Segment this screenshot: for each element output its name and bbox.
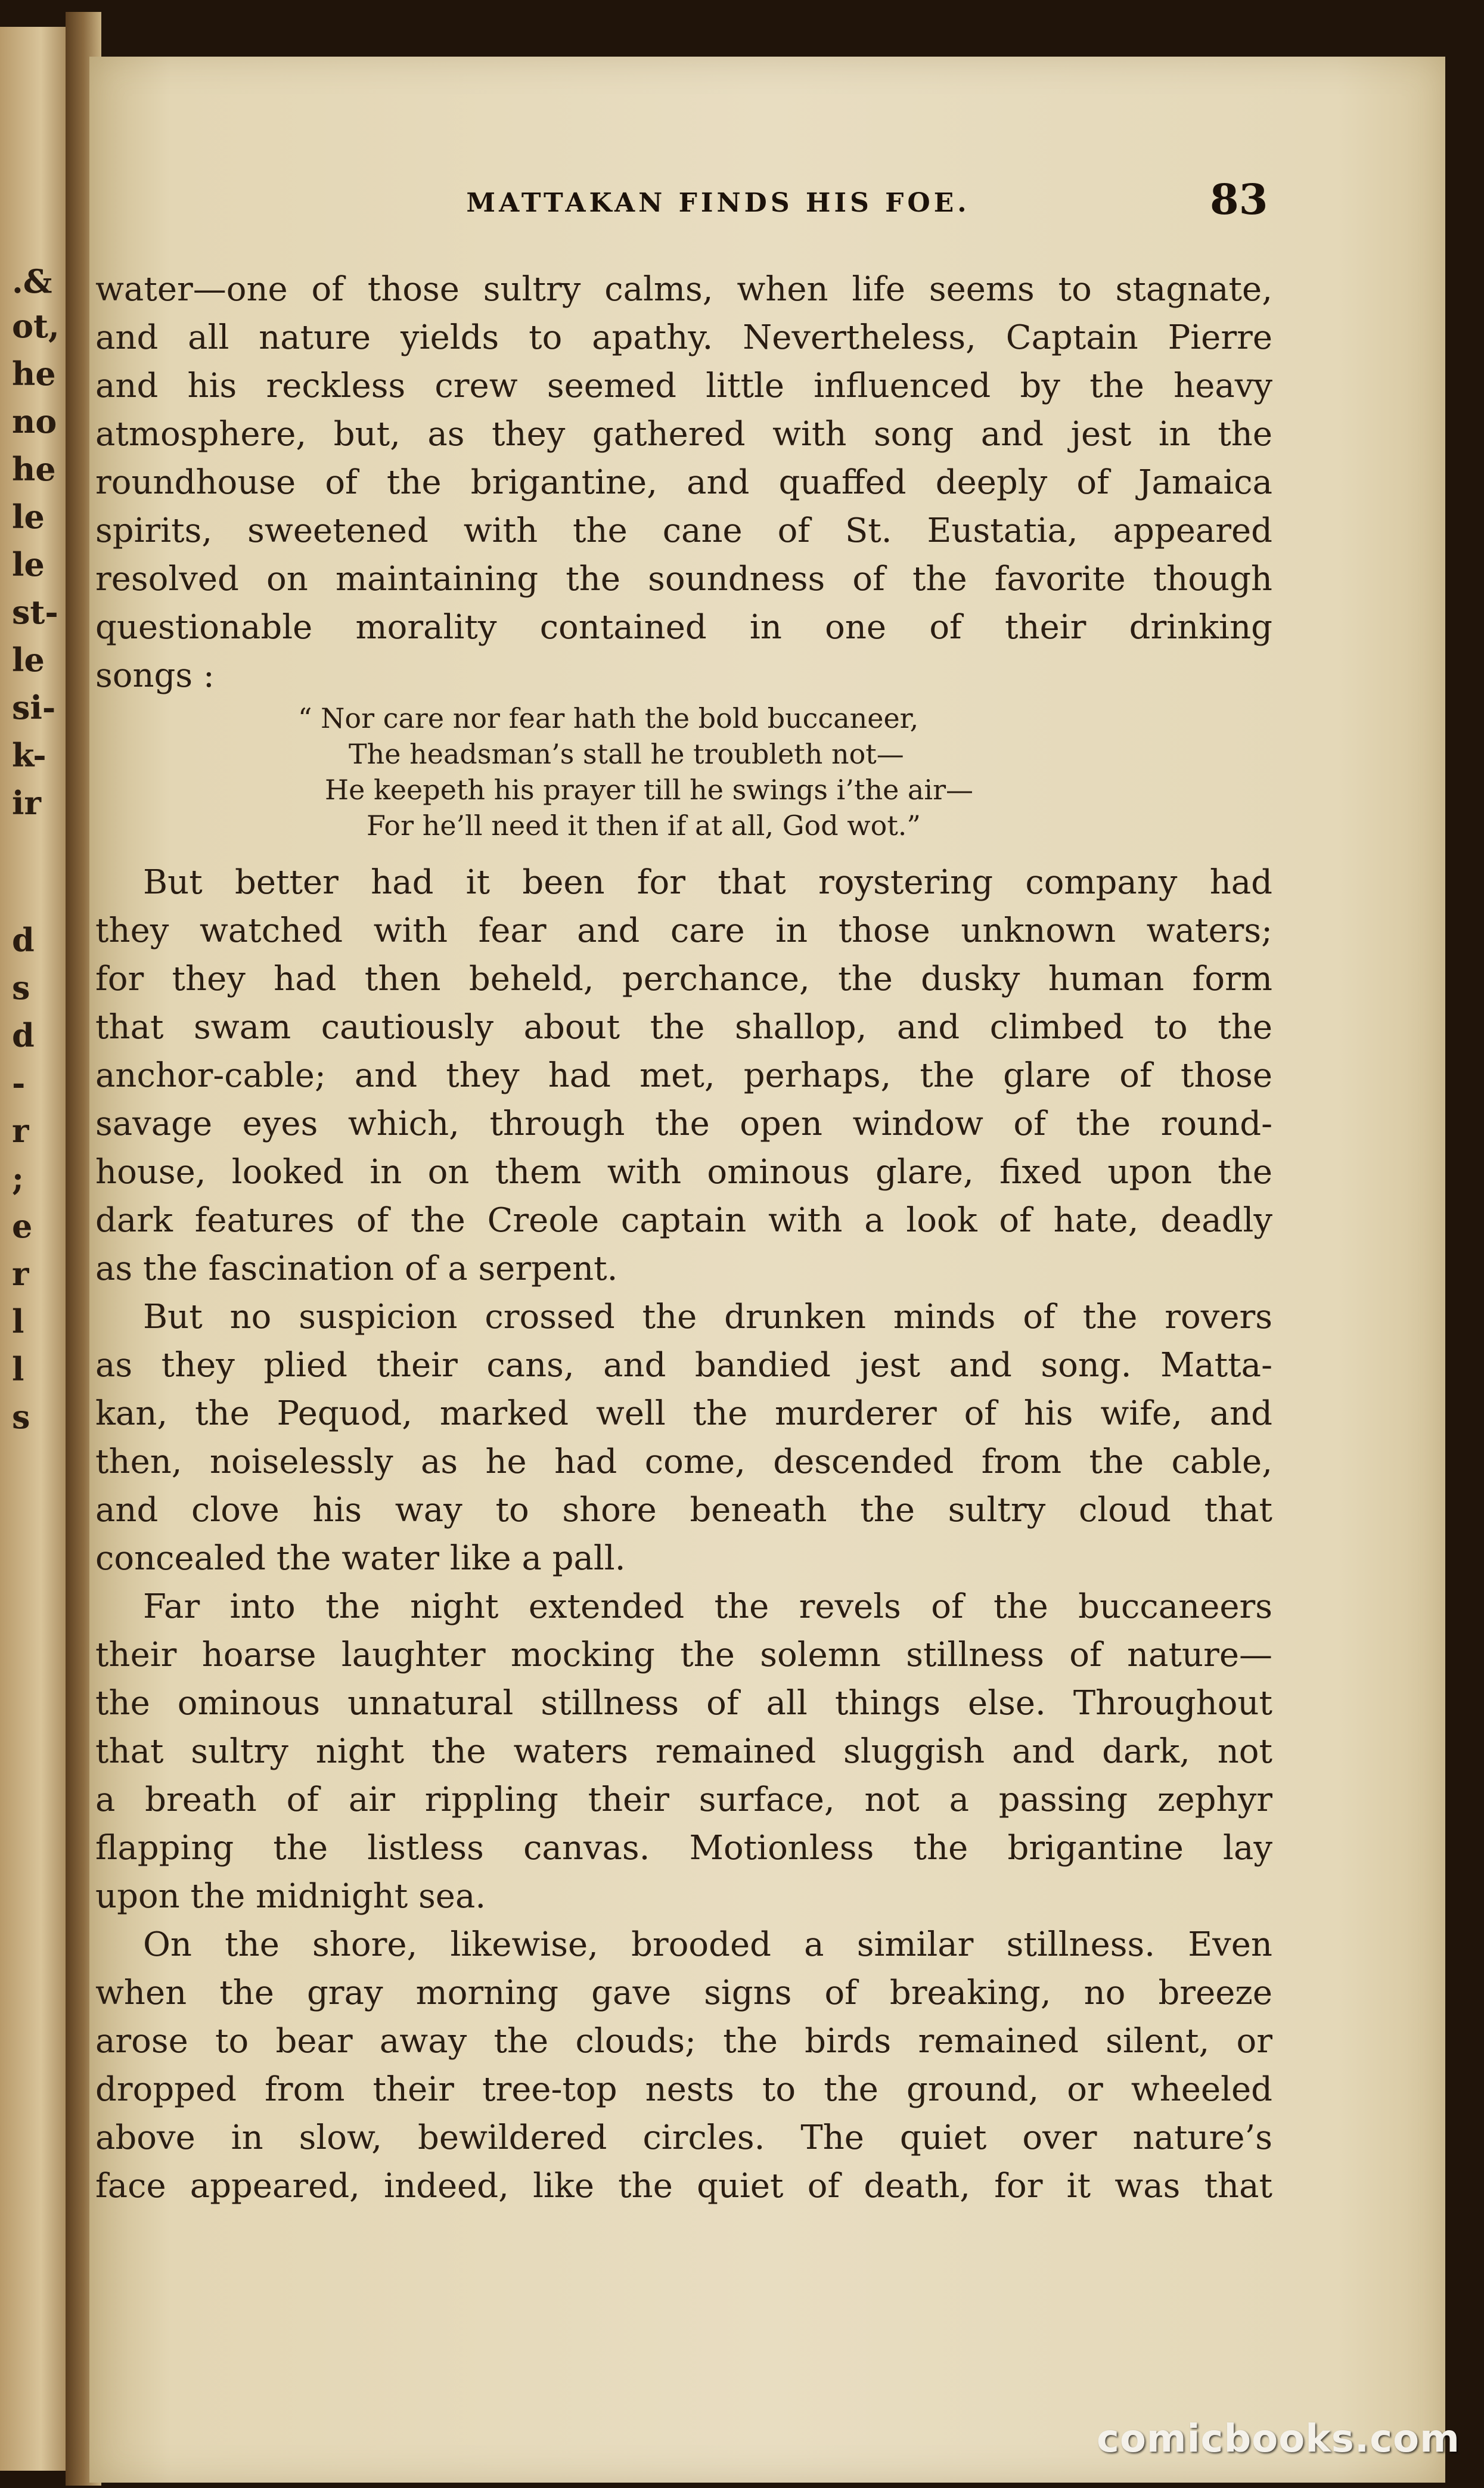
text-line: spirits, sweetened with the cane of St. Eustatia, appeared [95,511,1272,550]
paragraph-1 [95,265,1272,700]
page-number: 83 [1210,175,1268,224]
left-page-fragment: d [12,921,35,959]
left-page-fragment: - [12,1064,26,1102]
text-line: But better had it been for that roystering company had [143,863,1272,902]
paragraph-2 [95,858,1272,2210]
left-page-fragment: he [12,450,56,488]
text-line: resolved on maintaining the soundness of the favorite though [95,560,1272,598]
text-line: and his reckless crew seemed little influenced by the heavy [95,367,1272,405]
text-line: songs : [95,656,215,695]
left-page-fragment: ot, [12,307,60,345]
site-watermark: comicbooks.com [1097,2417,1460,2461]
verse-line: He keepeth his prayer till he swings i’the air— [325,774,974,806]
left-page-fragment: r [12,1255,29,1293]
verse-line: For he’ll need it then if at all, God wot.” [367,809,921,842]
verse-line: The headsman’s stall he troubleth not— [349,738,904,770]
text-line: they watched with fear and care in those unknown waters; [95,911,1272,950]
text-line: Far into the night extended the revels of the buccaneers [143,1587,1272,1626]
left-page-fragment: s [12,969,30,1007]
text-line: atmosphere, but, as they gathered with song and jest in the [95,415,1272,454]
left-page-fragment: le [12,545,45,584]
text-line: dropped from their tree-top nests to the ground, or wheeled [95,2070,1272,2109]
left-page-fragment: d [12,1016,35,1054]
text-line: their hoarse laughter mocking the solemn stillness of nature— [95,1636,1272,1674]
text-line: a breath of air rippling their surface, not a passing zephyr [95,1780,1272,1819]
verse-block [298,700,1192,843]
text-line: questionable morality contained in one of their drinking [95,608,1272,647]
left-page-fragment: le [12,498,45,536]
text-line: arose to bear away the clouds; the birds remained silent, or [95,2022,1272,2061]
left-page-fragment: he [12,355,56,393]
text-line: savage eyes which, through the open window of the round- [95,1105,1272,1143]
left-page-fragment: r [12,1112,29,1150]
left-page-fragment: k- [12,736,46,774]
text-line: kan, the Pequod, marked well the murderer of his wife, and [95,1394,1272,1433]
text-line: and clove his way to shore beneath the sultry cloud that [95,1491,1272,1530]
text-line: above in slow, bewildered circles. The quiet over nature’s [95,2118,1272,2157]
left-page-fragment: st- [12,593,58,631]
page-header [89,170,1445,224]
text-line: as the fascination of a serpent. [95,1249,618,1288]
left-page-fragment: e [12,1207,33,1245]
left-page-fragment: no [12,402,57,440]
text-line: for they had then beheld, perchance, the dusky human form [95,960,1272,998]
text-line: that swam cautiously about the shallop, and climbed to the [95,1008,1272,1047]
text-line: and all nature yields to apathy. Nevertheless, Captain Pierre [95,318,1272,357]
left-page-fragment: si- [12,688,56,727]
text-line: that sultry night the waters remained sluggish and dark, not [95,1732,1272,1771]
left-page-fragment: l [12,1350,24,1388]
left-page-edge [0,27,74,2471]
text-line: the ominous unnatural stillness of all things else. Throughout [95,1684,1272,1723]
text-line: as they plied their cans, and bandied jest and song. Matta- [95,1346,1272,1385]
left-page-fragment: .& [12,262,52,300]
running-title: MATTAKAN FINDS HIS FOE. [466,188,970,218]
text-line: anchor-cable; and they had met, perhaps, the glare of those [95,1056,1272,1095]
text-line: face appeared, indeed, like the quiet of death, for it was that [95,2167,1272,2205]
verse-line: “ Nor care nor fear hath the bold buccaneer, [298,702,919,734]
text-line: concealed the water like a pall. [95,1539,626,1578]
text-line: water—one of those sultry calms, when life seems to stagnate, [95,270,1272,309]
left-page-fragment: ; [12,1159,24,1198]
text-line: roundhouse of the brigantine, and quaffed deeply of Jamaica [95,463,1272,502]
left-page-fragment: l [12,1302,24,1341]
text-line: On the shore, likewise, brooded a similar stillness. Even [143,1925,1272,1964]
book-page [89,57,1445,2483]
text-line: when the gray morning gave signs of breaking, no breeze [95,1974,1272,2012]
text-line: dark features of the Creole captain with a look of hate, deadly [95,1201,1272,1240]
text-line: But no suspicion crossed the drunken minds of the rovers [143,1298,1272,1336]
text-line: flapping the listless canvas. Motionless the brigantine lay [95,1829,1272,1867]
text-line: house, looked in on them with ominous glare, fixed upon the [95,1153,1272,1192]
text-line: then, noiselessly as he had come, descended from the cable, [95,1442,1272,1481]
text-line: upon the midnight sea. [95,1877,486,1916]
left-page-fragment: ir [12,784,41,822]
left-page-fragment: le [12,641,45,679]
left-page-fragment: s [12,1398,30,1436]
